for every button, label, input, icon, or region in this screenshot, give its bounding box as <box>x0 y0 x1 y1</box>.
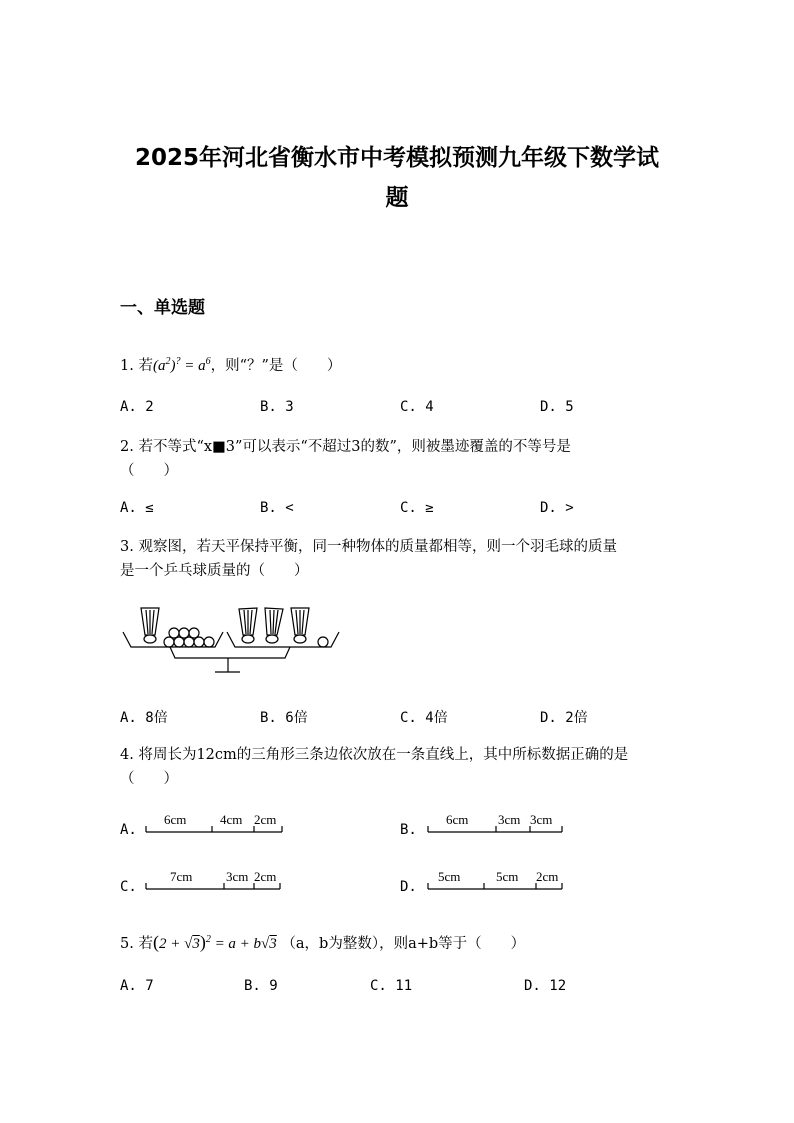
question-5 <box>120 928 680 956</box>
q1-option-c[interactable]: C. 4 <box>400 399 434 415</box>
q4-option-c-diagram <box>140 865 290 895</box>
segment-label: 3cm <box>530 812 553 827</box>
q4-option-d-diagram <box>422 865 572 895</box>
ping-pong-balls-left <box>164 628 214 647</box>
q4-option-b-label[interactable]: B. <box>400 822 417 838</box>
segment-label: 2cm <box>254 812 277 827</box>
q4-option-d-label[interactable]: D. <box>400 879 417 895</box>
q1-prefix: 1. 若 <box>120 358 153 374</box>
q5-option-b[interactable]: B. 9 <box>244 978 278 994</box>
segment-label: 6cm <box>446 812 469 827</box>
ping-pong-ball-right <box>318 637 328 647</box>
q1-option-b[interactable]: B. 3 <box>260 399 294 415</box>
segment-label: 7cm <box>170 869 193 884</box>
q1-option-a[interactable]: A. 2 <box>120 399 154 415</box>
question-3 <box>120 535 680 583</box>
q3-line-2: 是一个乒乓球质量的（ ） <box>120 563 309 579</box>
segment-label: 3cm <box>226 869 249 884</box>
segment-label: 2cm <box>254 869 277 884</box>
q1-formula: $(a^2)^? = a^6$ <box>152 356 211 374</box>
shuttlecock-icon <box>265 608 283 643</box>
segment-label: 3cm <box>498 812 521 827</box>
q1-suffix: ，则“？”是（ ） <box>210 358 342 374</box>
segment-label: 5cm <box>496 869 519 884</box>
shuttlecock-icon <box>239 608 257 643</box>
balance-figure <box>115 600 345 680</box>
section-heading: 一、单选题 <box>120 298 205 318</box>
q2-option-a[interactable]: A. ≤ <box>120 500 154 516</box>
q3-option-b[interactable]: B. 6倍 <box>260 710 308 726</box>
q5-option-a[interactable]: A. 7 <box>120 978 154 994</box>
q5-prefix: 5. 若 <box>120 936 153 952</box>
q3-option-c[interactable]: C. 4倍 <box>400 710 448 726</box>
title-line-2: 题 <box>385 185 409 211</box>
q3-option-d[interactable]: D. 2倍 <box>540 710 588 726</box>
q5-option-c[interactable]: C. 11 <box>370 978 413 994</box>
page-title <box>0 138 794 218</box>
q5-suffix: （a，b为整数），则a+b等于（ ） <box>281 936 526 952</box>
segment-label: 6cm <box>164 812 187 827</box>
q2-line-2: （ ） <box>120 463 178 479</box>
q4-line-1: 4. 将周长为12cm的三角形三条边依次放在一条直线上，其中所标数据正确的是 <box>120 747 629 763</box>
q5-formula: $(2 + √3)^2 = a + b√3$ <box>152 932 277 952</box>
q4-line-2: （ ） <box>120 771 178 787</box>
q3-line-1: 3. 观察图，若天平保持平衡，同一种物体的质量都相等，则一个羽毛球的质量 <box>120 539 617 555</box>
question-4 <box>120 743 680 791</box>
title-line-1: 2025年河北省衡水市中考模拟预测九年级下数学试 <box>134 145 659 171</box>
q3-option-a[interactable]: A. 8倍 <box>120 710 168 726</box>
q4-option-b-diagram <box>422 808 572 838</box>
q2-option-d[interactable]: D. > <box>540 500 574 516</box>
question-2 <box>120 435 680 483</box>
segment-label: 4cm <box>220 812 243 827</box>
segment-label: 2cm <box>536 869 559 884</box>
segment-label: 5cm <box>438 869 461 884</box>
balance-beam <box>170 647 290 658</box>
shuttlecock-icon <box>291 608 309 643</box>
q4-option-c-label[interactable]: C. <box>120 879 137 895</box>
question-1 <box>120 350 680 378</box>
q1-option-d[interactable]: D. 5 <box>540 399 574 415</box>
q2-line-1: 2. 若不等式“x■3”可以表示“不超过3的数”，则被墨迹覆盖的不等号是 <box>120 439 571 455</box>
q4-option-a-label[interactable]: A. <box>120 822 137 838</box>
shuttlecock-icon <box>141 608 159 643</box>
q2-option-b[interactable]: B. < <box>260 500 294 516</box>
q2-option-c[interactable]: C. ≥ <box>400 500 434 516</box>
q4-option-a-diagram <box>140 808 290 838</box>
q5-option-d[interactable]: D. 12 <box>524 978 567 994</box>
